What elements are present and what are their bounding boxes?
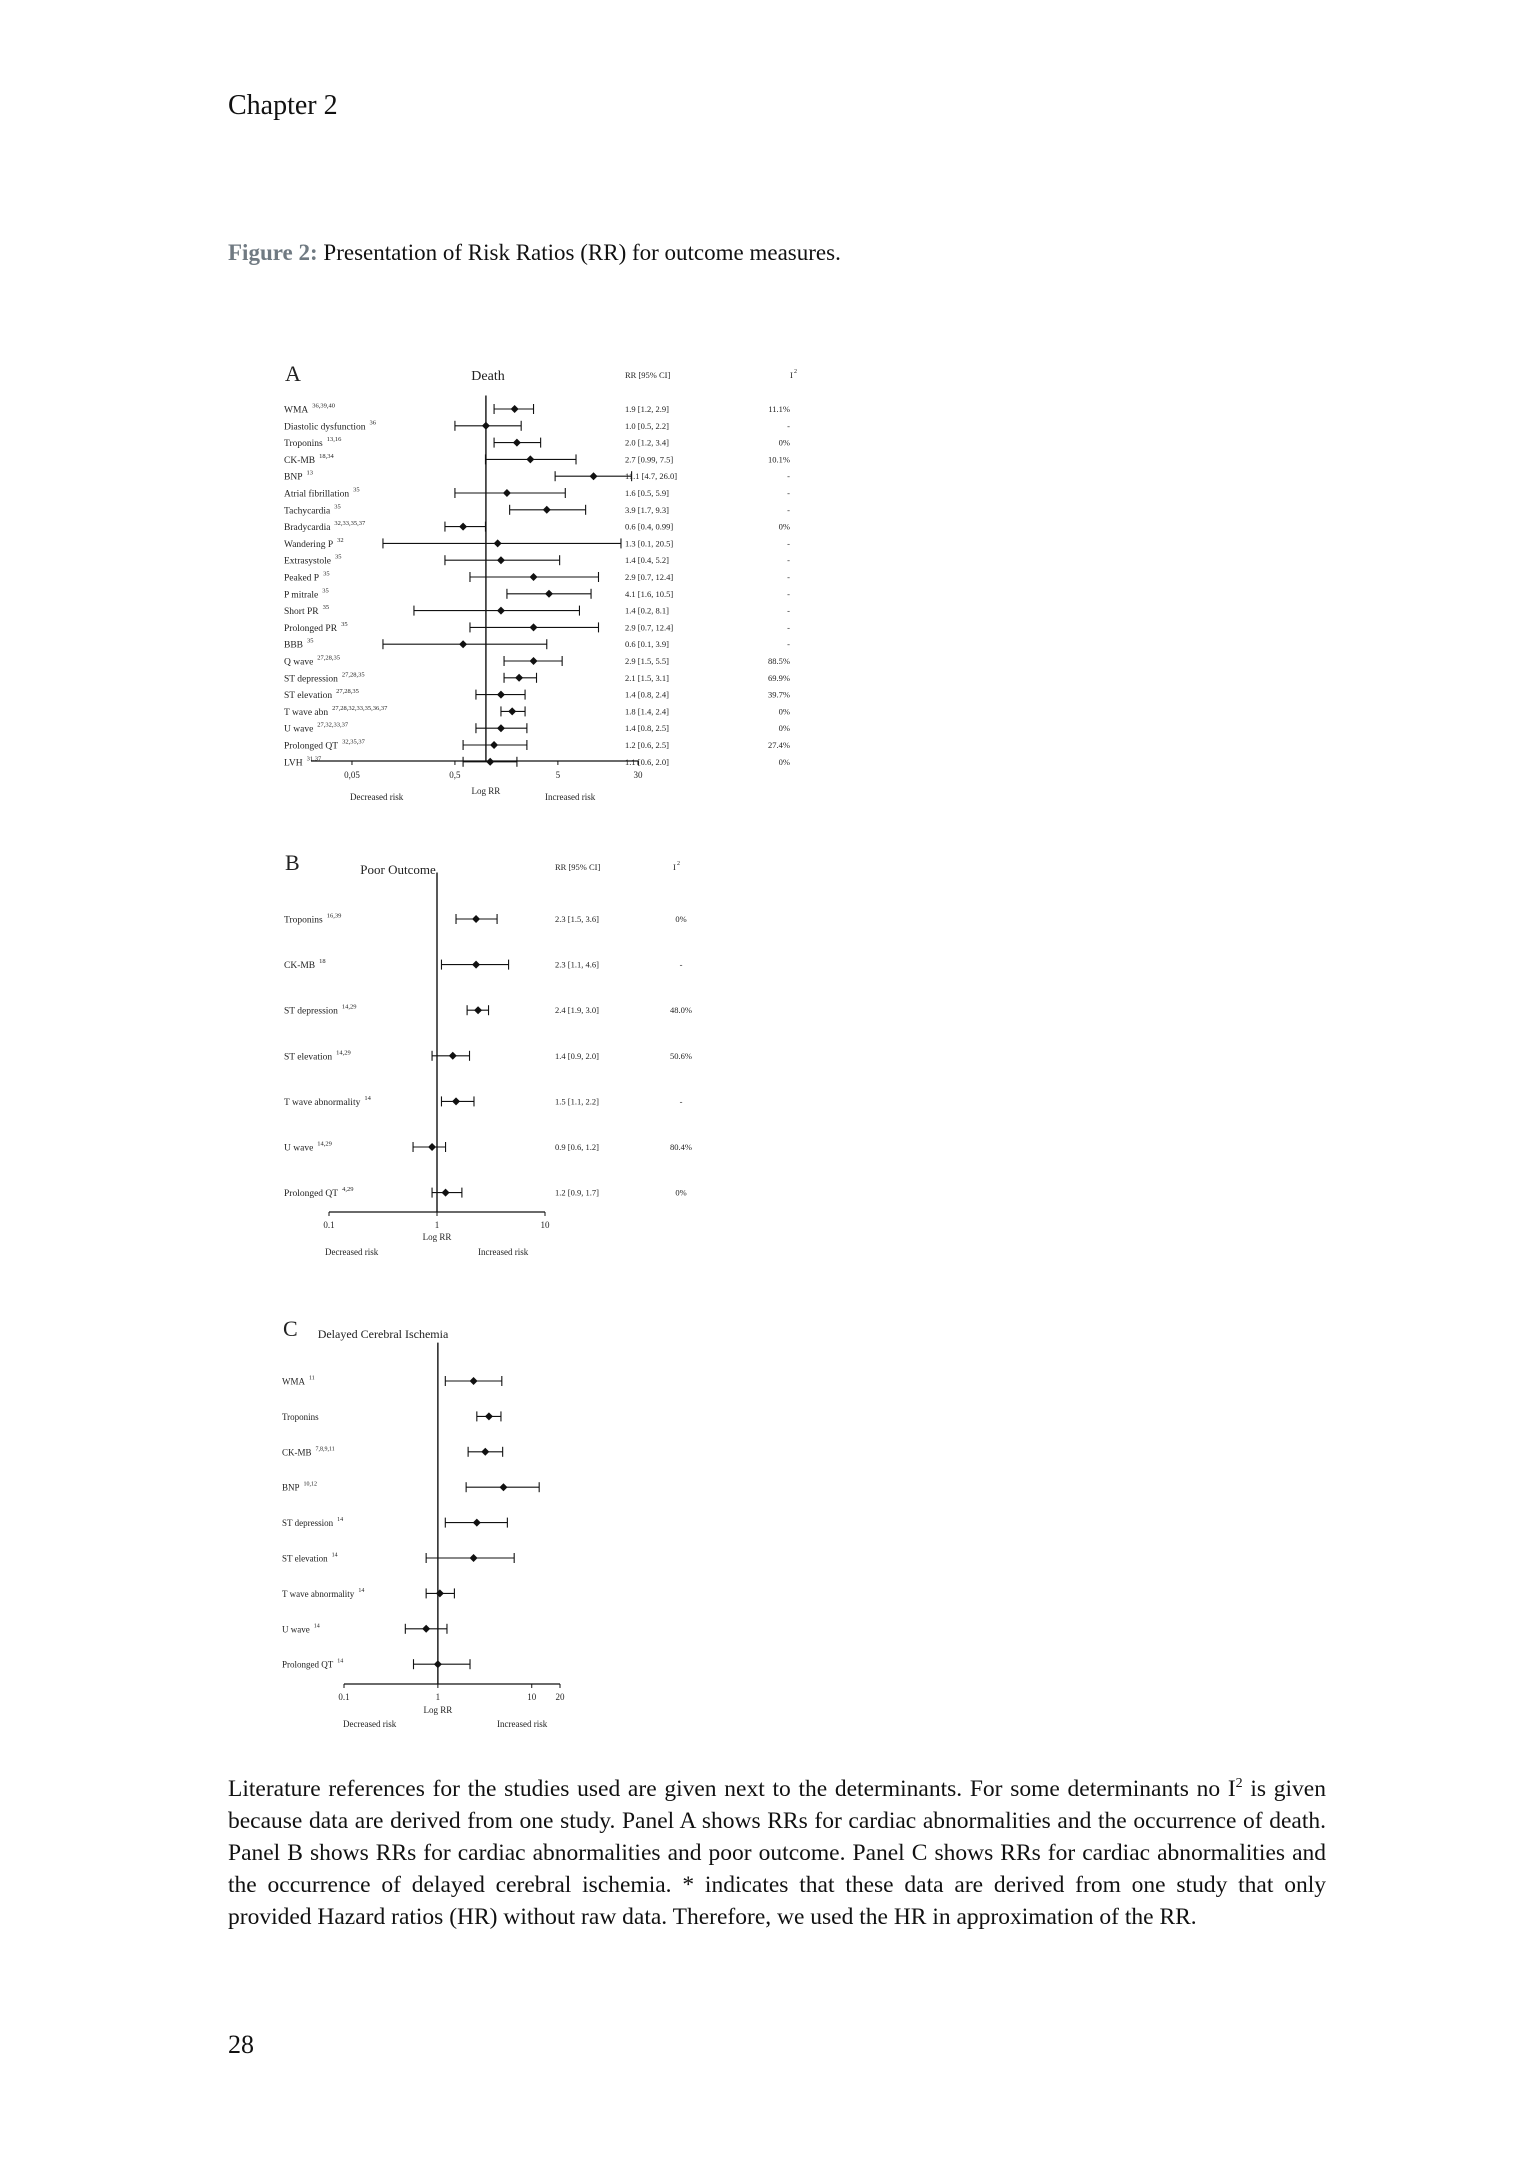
panel-a-row-i2-11: - (787, 588, 790, 599)
panel-b-row-label-2: ST depression (284, 1006, 338, 1017)
panel-b-point-3 (449, 1052, 457, 1060)
panel-b-point-6 (442, 1189, 450, 1197)
panel-a-row-ci-15: 2.9 [1.5, 5.5] (625, 656, 669, 666)
panel-a-row-ref-12: 35 (322, 604, 330, 612)
panel-a-row-i2-8: - (787, 538, 790, 549)
panel-b-row-ref-6: 4,29 (342, 1186, 354, 1194)
panel-b-row-ref-0: 16,39 (326, 912, 342, 920)
panel-b-row-label-4: T wave abnormality (284, 1097, 361, 1108)
panel-a-row-ci-18: 1.8 [1.4, 2.4] (625, 706, 669, 717)
panel-a-row-ci-14: 0.6 [0.1, 3.9] (625, 639, 669, 650)
panel-a-row-ci-8: 1.3 [0.1, 20.5] (625, 538, 674, 549)
panel-a-point-16 (515, 674, 523, 682)
panel-a-point-20 (490, 741, 498, 749)
panel-b-row-i2-1: - (679, 959, 683, 970)
panel-b-point-1 (472, 961, 480, 969)
panel-b-decreased-label: Decreased risk (325, 1247, 379, 1257)
panel-c-point-3 (499, 1483, 507, 1491)
panel-a-row-label-11: P mitrale (284, 590, 319, 601)
panel-c-point-0 (470, 1377, 478, 1385)
panel-a-row-ci-10: 2.9 [0.7, 12.4] (625, 572, 674, 582)
panel-a-row-ci-21: 1.1 [0.6, 2.0] (625, 756, 669, 767)
panel-a-point-3 (526, 455, 534, 463)
panel-b-row-ref-4: 14 (364, 1094, 371, 1102)
panel-a-row-ref-4: 13 (306, 469, 313, 477)
panel-b-tick-label-1: 1 (434, 1220, 440, 1230)
panel-a-tick-label-1: 0,5 (449, 770, 461, 780)
panel-a-row-label-20: Prolonged QT (284, 741, 339, 752)
panel-c-point-4 (473, 1519, 481, 1527)
notes-part1: Literature references for the studies used are given next to the determinants. For some determinants no I (228, 1775, 1236, 1802)
panel-c-row-label-3: BNP (282, 1482, 300, 1493)
panel-b-row-i2-5: 80.4% (670, 1142, 692, 1152)
panel-a-point-0 (511, 405, 519, 413)
notes-i2-sup: 2 (1235, 1776, 1243, 1791)
panel-a-row-i2-1: - (787, 420, 790, 431)
panel-c-row-ref-0: 11 (309, 1375, 315, 1382)
panel-a-row-ref-1: 36 (369, 419, 377, 427)
notes-part2: is given because data are derived from one study. Panel A shows RRs for cardiac abnormalities and the occurrence of death. Panel B shows RRs for cardiac abnormalities and poor outcome. Panel C shows RRs for cardiac abnormalities and the occurrence of delayed cerebral ischemia. * indicates that these data are derived from one study that only provided Hazard ratios (HR) without raw data. Therefore, we used the HR in approximation of the RR. (228, 1775, 1326, 1930)
panel-c-tick-label-2: 10 (527, 1692, 537, 1702)
panel-a-tick-label-2: 5 (555, 770, 561, 780)
panel-a-row-ref-18: 27,28,32,33,35,36,37 (332, 704, 388, 712)
panel-a-point-15 (530, 657, 538, 665)
panel-a-row-i2-20: 27.4% (768, 740, 790, 750)
panel-a-row-i2-12: - (787, 605, 790, 616)
panel-a-row-i2-7: 0% (778, 521, 790, 532)
panel-b-row-ref-5: 14,29 (317, 1140, 332, 1148)
panel-b-row-ci-3: 1.4 [0.9, 2.0] (555, 1050, 599, 1061)
panel-c-row-label-8: Prolonged QT (282, 1659, 334, 1670)
panel-b-point-0 (472, 915, 480, 923)
panel-a-decreased-label: Decreased risk (350, 792, 404, 802)
panel-b-row-i2-0: 0% (675, 914, 687, 924)
panel-a-point-6 (543, 506, 551, 514)
panel-a-row-label-10: Peaked P (284, 573, 320, 584)
panel-b-x-label: Log RR (422, 1232, 452, 1242)
panel-a-row-label-7: Bradycardia (284, 523, 331, 534)
panel-c-row-ref-2: 7,8,9,11 (315, 1446, 335, 1453)
panel-a-row-label-8: Wandering P (284, 539, 334, 550)
panel-a-point-5 (503, 489, 511, 497)
panel-a-row-ref-10: 35 (323, 570, 330, 578)
panel-a-point-19 (497, 724, 505, 732)
panel-a-row-ci-1: 1.0 [0.5, 2.2] (625, 420, 669, 431)
panel-c-decreased-label: Decreased risk (343, 1719, 397, 1729)
panel-a-point-2 (513, 439, 521, 447)
panel-b-row-label-1: CK-MB (284, 961, 316, 972)
panel-a-row-ref-9: 35 (334, 553, 342, 561)
panel-a-row-label-15: Q wave (284, 657, 314, 668)
panel-a-col-i2-header: I (790, 370, 793, 380)
panel-c-row-label-6: T wave abnormality (282, 1588, 355, 1599)
panel-b-title: Poor Outcome (360, 862, 436, 877)
panel-a-row-label-4: BNP (284, 472, 303, 483)
panel-a-row-ci-3: 2.7 [0.99, 7.5] (625, 454, 674, 465)
panel-a-point-11 (545, 590, 553, 598)
panel-a-point-8 (494, 539, 502, 547)
panel-c-tick-label-3: 20 (555, 1692, 565, 1702)
panel-a-row-label-16: ST depression (284, 674, 338, 685)
panel-a-row-i2-2: 0% (778, 437, 790, 448)
panel-a-row-ci-17: 1.4 [0.8, 2.4] (625, 689, 669, 700)
figure-label: Figure 2: (228, 240, 318, 265)
panel-a-row-label-2: Troponins (284, 439, 323, 450)
panel-a-row-ref-3: 18,34 (319, 452, 334, 460)
panel-a-tick-label-3: 30 (633, 770, 643, 780)
panel-a-row-label-12: Short PR (284, 607, 319, 618)
panel-c-row-label-2: CK-MB (282, 1447, 312, 1458)
panel-b-row-ref-1: 18 (319, 958, 326, 966)
panel-a-row-ci-13: 2.9 [0.7, 12.4] (625, 622, 674, 633)
panel-b-tick-label-2: 10 (540, 1220, 550, 1230)
panel-b-row-ci-0: 2.3 [1.5, 3.6] (555, 914, 599, 924)
panel-a-row-ref-14: 35 (307, 637, 314, 645)
panel-a-point-9 (497, 556, 505, 564)
panel-c-row-ref-8: 14 (337, 1658, 344, 1665)
panel-a-point-14 (459, 640, 467, 648)
panel-a-letter: A (285, 361, 301, 386)
panel-a-row-label-17: ST elevation (284, 691, 333, 702)
panel-c-row-ref-5: 14 (331, 1552, 338, 1559)
panel-a-row-i2-9: - (787, 555, 790, 566)
figure-caption-text: Presentation of Risk Ratios (RR) for outcome measures. (317, 240, 841, 265)
page-number: 28 (228, 2030, 254, 2059)
panel-a-row-label-13: Prolonged PR (284, 623, 338, 634)
panel-b-row-label-5: U wave (284, 1143, 314, 1154)
panel-a-row-i2-3: 10.1% (768, 454, 790, 465)
panel-a-row-ref-20: 32,35,37 (342, 738, 365, 746)
panel-a-row-i2-4: - (787, 471, 790, 482)
panel-b-col-i2-header: I (673, 862, 676, 872)
panel-c-tick-label-0: 0.1 (338, 1692, 350, 1702)
panel-c-x-label: Log RR (423, 1705, 453, 1715)
panel-a-row-i2-10: - (787, 572, 790, 582)
panel-a-point-1 (482, 422, 490, 430)
panel-a-row-ref-5: 35 (353, 486, 360, 494)
figure-notes (228, 1768, 1326, 1933)
panel-a-point-18 (508, 707, 516, 715)
panel-a-point-13 (530, 623, 538, 631)
panel-a-row-i2-14: - (787, 639, 790, 650)
panel-a-point-12 (497, 607, 505, 615)
panel-b-row-ci-2: 2.4 [1.9, 3.0] (555, 1005, 599, 1016)
panel-b-point-2 (474, 1006, 482, 1014)
panel-a-point-17 (497, 691, 505, 699)
panel-b-row-label-6: Prolonged QT (284, 1189, 339, 1200)
panel-b-letter: B (285, 850, 300, 875)
panel-c-row-label-7: U wave (282, 1624, 310, 1635)
panel-c-row-label-1: Troponins (282, 1411, 319, 1422)
panel-a-point-10 (530, 573, 538, 581)
panel-c-row-ref-3: 10,12 (303, 1481, 318, 1488)
panel-c-row-ref-4: 14 (337, 1517, 344, 1524)
panel-c-increased-label: Increased risk (497, 1719, 548, 1729)
panel-c-row-label-5: ST elevation (282, 1553, 328, 1564)
panel-c-point-5 (470, 1554, 478, 1562)
panel-b-row-label-3: ST elevation (284, 1052, 333, 1063)
panel-c-letter: C (283, 1316, 298, 1341)
chapter-heading: Chapter 2 (228, 90, 338, 121)
panel-b-row-ci-4: 1.5 [1.1, 2.2] (555, 1096, 599, 1107)
panel-b-row-i2-4: - (679, 1096, 683, 1107)
panel-b-row-ci-6: 1.2 [0.9, 1.7] (555, 1187, 599, 1198)
panel-a-increased-label: Increased risk (545, 792, 596, 802)
panel-a-row-label-1: Diastolic dysfunction (284, 422, 366, 433)
panel-a-row-ref-0: 36,39,40 (312, 402, 336, 410)
panel-b-col-rr-header: RR [95% CI] (555, 862, 601, 872)
panel-c-point-6 (436, 1589, 444, 1597)
panel-a-x-label: Log RR (471, 786, 501, 796)
panel-a-row-label-6: Tachycardia (284, 506, 331, 517)
panel-a-row-i2-16: 69.9% (768, 672, 790, 683)
panel-a-row-i2-15: 88.5% (768, 656, 790, 666)
panel-b-row-ci-1: 2.3 [1.1, 4.6] (555, 959, 599, 970)
panel-a-col-i2-sup: 2 (794, 369, 797, 375)
panel-c-row-ref-6: 14 (358, 1587, 365, 1594)
panel-b-row-i2-2: 48.0% (670, 1005, 692, 1016)
panel-b-point-5 (428, 1143, 436, 1151)
panel-a-row-ref-11: 35 (322, 587, 329, 595)
panel-a-row-label-18: T wave abn (284, 707, 329, 718)
panel-a-row-i2-0: 11.1% (768, 404, 790, 414)
panel-a-row-i2-13: - (787, 622, 790, 633)
panel-a-row-ci-11: 4.1 [1.6, 10.5] (625, 588, 674, 599)
panel-a-row-ref-15: 27,28,35 (317, 654, 341, 662)
panel-a-row-label-0: WMA (284, 405, 309, 416)
panel-a-title: Death (471, 369, 505, 384)
panel-a-row-ref-17: 27,28,35 (336, 688, 359, 696)
panel-a-row-ci-9: 1.4 [0.4, 5.2] (625, 555, 669, 566)
panel-b-row-ref-3: 14,29 (336, 1049, 351, 1057)
panel-a-row-label-9: Extrasystole (284, 556, 331, 567)
panel-a-row-label-14: BBB (284, 640, 304, 651)
panel-a-row-ref-13: 35 (341, 620, 348, 628)
panel-a-row-i2-21: 0% (778, 756, 790, 767)
panel-c-point-2 (481, 1448, 489, 1456)
panel-a-row-ref-6: 35 (334, 503, 341, 511)
panel-a-point-21 (486, 758, 494, 766)
panel-b-tick-label-0: 0.1 (323, 1220, 335, 1230)
panel-b-col-i2-sup: 2 (677, 861, 680, 867)
panel-a-row-ci-20: 1.2 [0.6, 2.5] (625, 740, 669, 750)
panel-b-point-4 (452, 1097, 460, 1105)
panel-a-row-label-19: U wave (284, 724, 314, 735)
panel-a-row-label-3: CK-MB (284, 455, 316, 466)
panel-a-row-ref-19: 27,32,33,37 (317, 721, 349, 729)
panel-a-row-ref-8: 32 (337, 536, 344, 544)
panel-a-row-label-21: LVH (284, 758, 303, 769)
panel-c-title: Delayed Cerebral Ischemia (317, 1327, 449, 1341)
panel-a-row-ci-5: 1.6 [0.5, 5.9] (625, 488, 669, 498)
panel-a-row-ci-19: 1.4 [0.8, 2.5] (625, 723, 669, 734)
panel-b-row-ref-2: 14,29 (341, 1003, 357, 1011)
panel-a-point-7 (459, 523, 467, 531)
panel-a-row-ci-6: 3.9 [1.7, 9.3] (625, 504, 669, 515)
panel-a-row-ref-2: 13,16 (326, 436, 342, 444)
panel-a-row-ci-4: 11.1 [4.7, 26.0] (625, 471, 678, 482)
panel-b-row-i2-6: 0% (675, 1187, 687, 1198)
panel-a-row-i2-18: 0% (778, 706, 790, 717)
panel-b-row-i2-3: 50.6% (670, 1050, 692, 1061)
panel-b-row-label-0: Troponins (284, 915, 323, 926)
panel-a-row-ref-7: 32,33,35,37 (334, 520, 366, 528)
panel-a-row-i2-17: 39.7% (768, 689, 790, 700)
panel-c-point-1 (485, 1412, 493, 1420)
panel-c-point-8 (434, 1660, 442, 1668)
panel-c-row-label-0: WMA (282, 1376, 305, 1387)
panel-b-row-ci-5: 0.9 [0.6, 1.2] (555, 1142, 599, 1152)
panel-a-tick-label-0: 0,05 (344, 770, 360, 780)
panel-b-increased-label: Increased risk (478, 1247, 529, 1257)
panel-a-row-i2-5: - (787, 488, 790, 498)
panel-a-row-ci-16: 2.1 [1.5, 3.1] (625, 672, 669, 683)
panel-c-row-label-4: ST depression (282, 1518, 334, 1529)
panel-a-point-4 (590, 472, 598, 480)
panel-a-row-ref-16: 27,28,35 (341, 671, 365, 679)
panel-a-row-i2-19: 0% (778, 723, 790, 734)
panel-a-row-ci-12: 1.4 [0.2, 8.1] (625, 605, 669, 616)
panel-c-tick-label-1: 1 (435, 1692, 441, 1702)
panel-a-row-ci-7: 0.6 [0.4, 0.99] (625, 521, 674, 532)
panel-a-col-rr-header: RR [95% CI] (625, 370, 671, 380)
panel-a-row-ref-21: 31,37 (306, 755, 322, 763)
panel-a-row-ci-2: 2.0 [1.2, 3.4] (625, 437, 669, 448)
panel-c-point-7 (422, 1625, 430, 1633)
panel-c-row-ref-7: 14 (313, 1623, 320, 1630)
panel-a-row-label-5: Atrial fibrillation (284, 489, 350, 500)
panel-a-row-i2-6: - (787, 504, 790, 515)
panel-a-row-ci-0: 1.9 [1.2, 2.9] (625, 404, 669, 414)
